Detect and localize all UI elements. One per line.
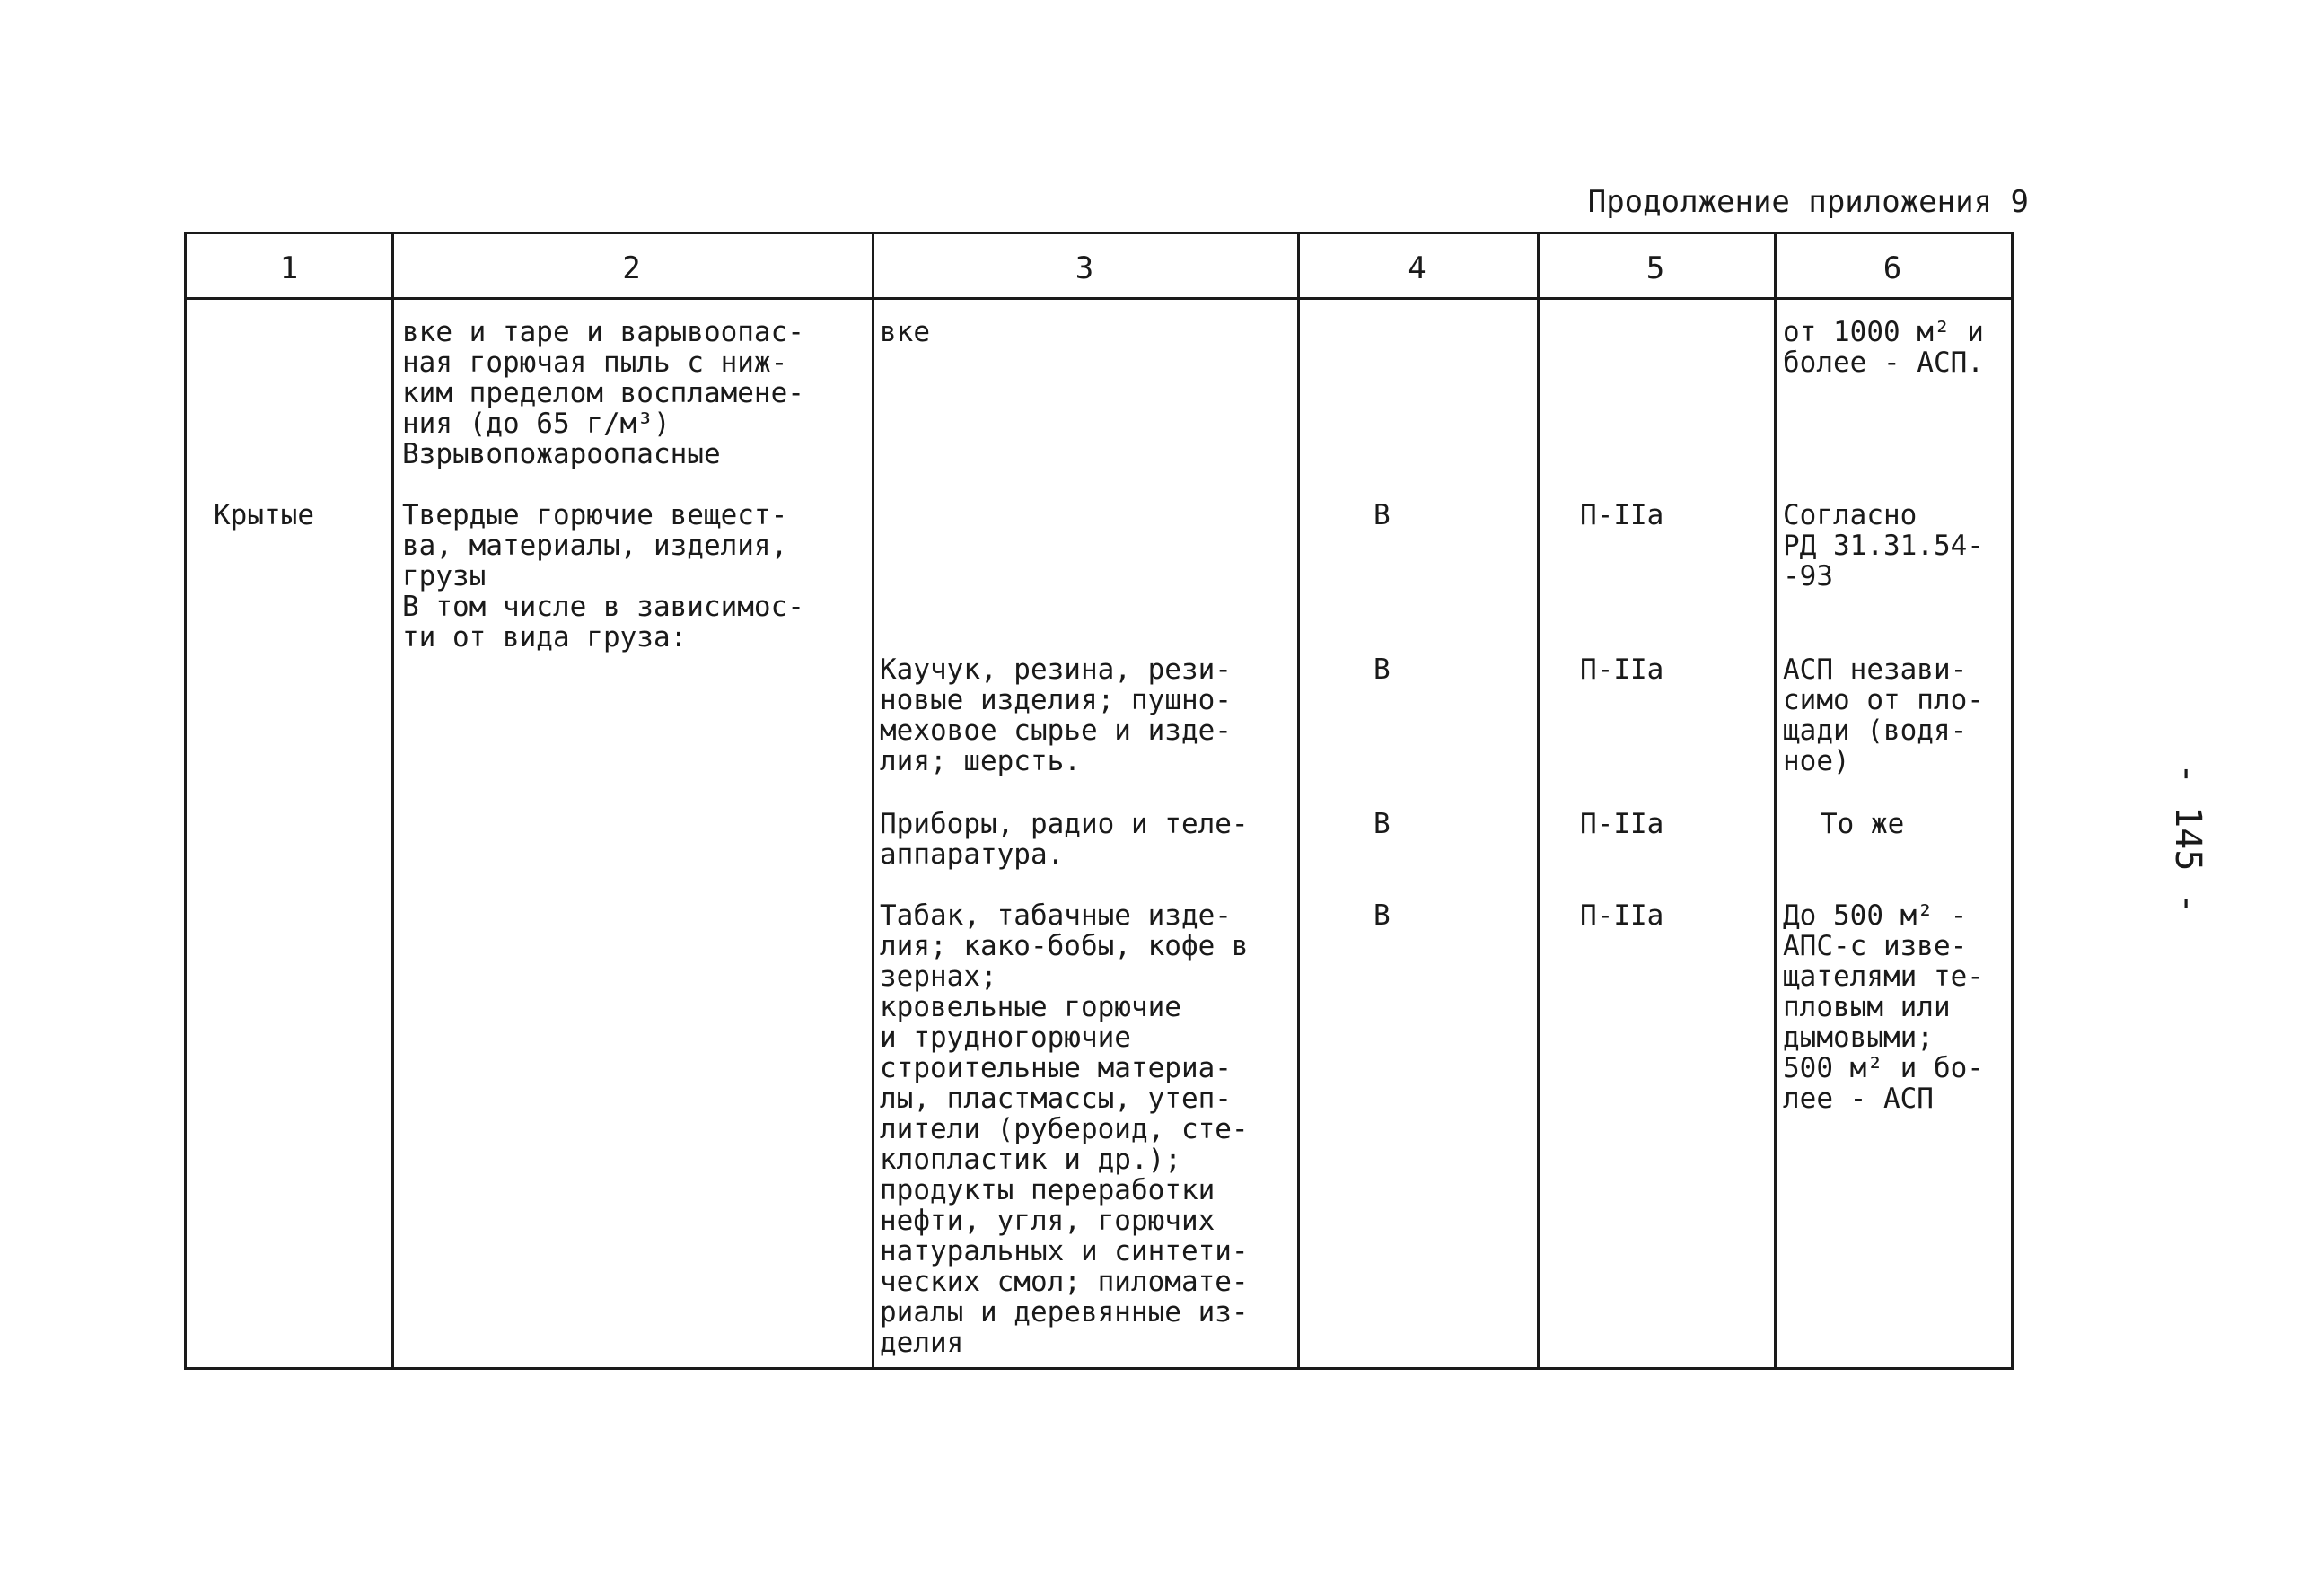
row4-fire-protection: То же — [1821, 808, 1905, 840]
column-number-4: 4 — [1408, 250, 1426, 286]
row2-cargo-description: Твердые горючие вещест- ва, материалы, изделия, грузы В том числе в зависимос- ти от вида груза: — [402, 499, 804, 653]
column-number-6: 6 — [1882, 250, 1902, 286]
row3-category: В — [1373, 653, 1391, 686]
column-divider — [872, 234, 874, 1367]
row1-fire-protection: от 1000 м² и более - АСП. — [1783, 316, 1984, 379]
column-number-3: 3 — [1075, 250, 1094, 286]
column-number-2: 2 — [622, 250, 641, 286]
page-number: - 145 - — [2167, 763, 2208, 915]
row4-zone-class: П-IIа — [1580, 808, 1664, 840]
row3-fire-protection: АСП незави- симо от пло- щади (водя- ное) — [1783, 653, 1984, 777]
row1-cargo-description: вке и таре и варывоопас- ная горючая пыль с ниж- ким пределом воспламене- ния (до 65 г/м³) Взрывопожароопасные — [402, 316, 804, 470]
column-divider — [1774, 234, 1777, 1367]
row4-category: В — [1373, 808, 1391, 840]
row5-fire-protection: До 500 м² - АПС-с изве- щателями те- пловым или дымовыми; 500 м² и бо- лее - АСП — [1783, 899, 1984, 1115]
column-divider — [1537, 234, 1540, 1367]
row3-zone-class: П-IIа — [1580, 653, 1664, 686]
header-divider — [187, 297, 2011, 300]
continuation-title: Продолжение приложения 9 — [1587, 184, 2029, 220]
column-number-5: 5 — [1645, 250, 1665, 286]
row5-category: В — [1373, 899, 1391, 932]
row5-zone-class: П-IIа — [1580, 899, 1664, 932]
column-number-1: 1 — [279, 250, 299, 286]
row4-cargo-type: Приборы, радио и теле- аппаратура. — [880, 808, 1249, 871]
column-divider — [391, 234, 394, 1367]
row1-col3-text: вке — [880, 316, 930, 348]
row2-zone-class: П-IIа — [1580, 499, 1664, 531]
row2-category: В — [1373, 499, 1391, 531]
row2-fire-protection: Согласно РД 31.31.54- -93 — [1783, 499, 1984, 592]
row3-cargo-type: Каучук, резина, рези- новые изделия; пушно- меховое сырье и изде- лия; шерсть. — [880, 653, 1232, 777]
column-divider — [1297, 234, 1300, 1367]
storage-type-covered: Крытые — [214, 499, 314, 531]
row5-cargo-type: Табак, табачные изде- лия; како-бобы, кофе в зернах; кровельные горючие и трудногорючие строительные материа- лы, пластмассы, утеп- лители (рубероид, сте- клопластик и др.); продукты переработки нефти, угля, горючих натуральных и синтети- ческих смол; пиломате- риалы и деревянные из- делия — [880, 899, 1249, 1359]
appendix-table — [184, 232, 2014, 1370]
